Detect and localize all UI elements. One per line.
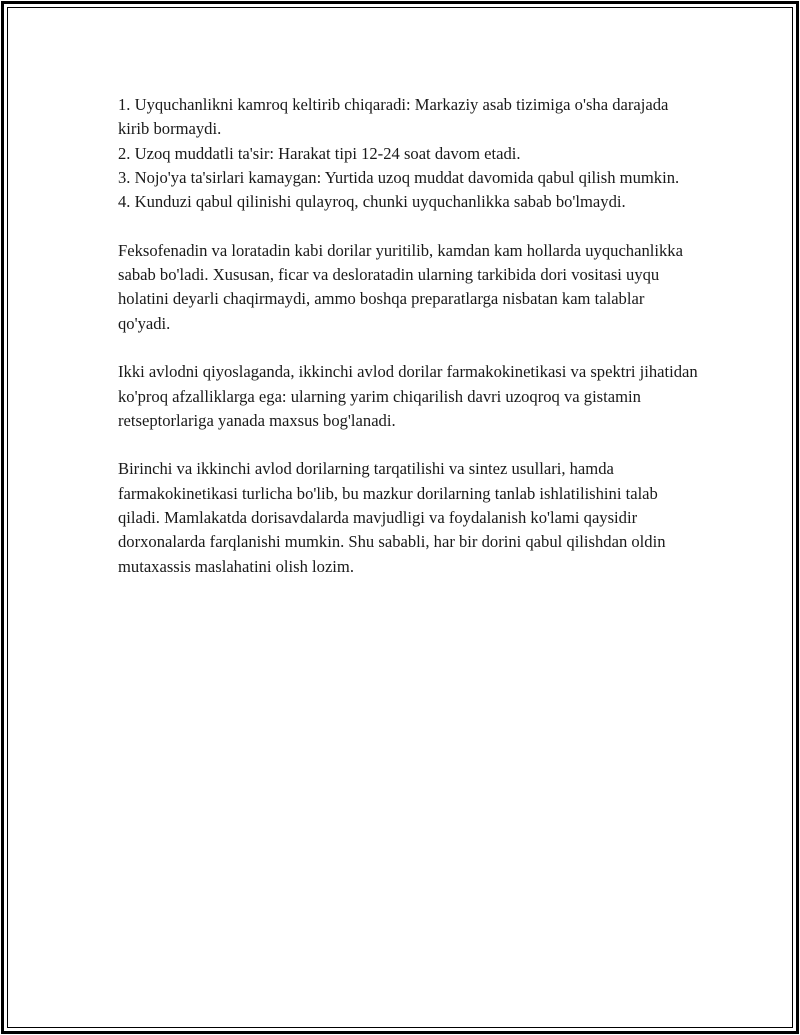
list-item: 2. Uzoq muddatli ta'sir: Harakat tipi 12-24 soat davom etadi. xyxy=(118,143,521,163)
list-item: 4. Kunduzi qabul qilinishi qulayroq, chunki uyquchanlikka sabab bo'lmaydi. xyxy=(118,192,626,212)
list-item: 1. Uyquchanlikni kamroq keltirib chiqaradi: Markaziy asab tizimiga o'sha darajada kirib bormaydi. xyxy=(118,95,669,139)
paragraph-comparison: Ikki avlodni qiyoslaganda, ikkinchi avlod dorilar farmakokinetikasi va spektri jihatidan ko'proq afzalliklarga ega: ularning yarim chiqarilish davri uzoqroq va gistamin retseptorlariga yanada maxsus bog'lanadi. xyxy=(118,362,698,430)
list-item: 3. Nojo'ya ta'sirlari kamaygan: Yurtida uzoq muddat davomida qabul qilish mumkin. xyxy=(118,167,680,187)
document-body xyxy=(118,93,698,579)
paragraph-conclusion: Birinchi va ikkinchi avlod dorilarning tarqatilishi va sintez usullari, hamda farmakokinetikasi turlicha bo'lib, bu mazkur dorilarning tanlab ishlatilishini talab qiladi. Mamlakatda dorisavdalarda mavjudligi va foydalanish ko'lami qaysidir dorxonalarda farqlanishi mumkin. Shu sababli, har bir dorini qabul qilishdan oldin mutaxassis maslahatini olish lozim. xyxy=(118,459,666,576)
benefits-list xyxy=(118,93,698,214)
paragraph-feksofenadin: Feksofenadin va loratadin kabi dorilar yuritilib, kamdan kam hollarda uyquchanlikka sabab bo'ladi. Xususan, ficar va desloratadin ularning tarkibida dori vositasi uyqu holatini deyarli chaqirmaydi, ammo boshqa preparatlarga nisbatan kam talablar qo'yadi. xyxy=(118,240,683,333)
